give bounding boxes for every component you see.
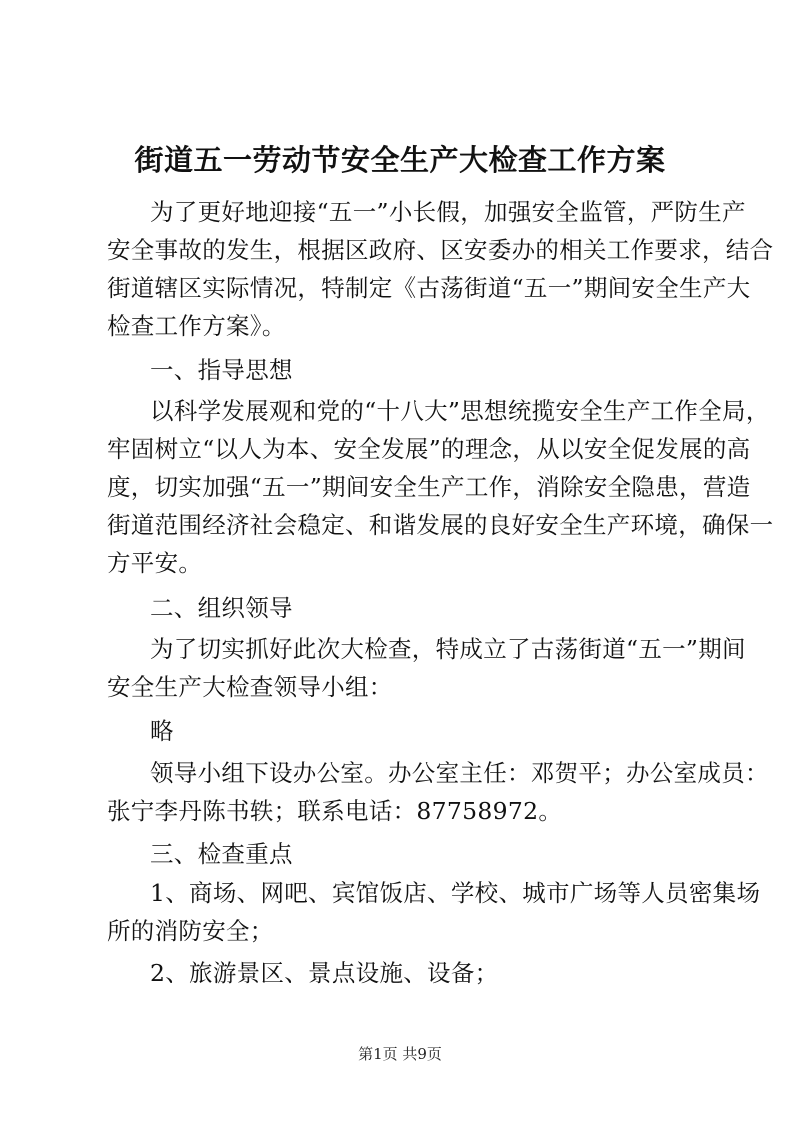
section-heading: 二、组织领导 [150,594,293,622]
paragraph-line: 略 [150,717,174,745]
paragraph-line: 以科学发展观和党的“十八大”思想统揽安全生产工作全局， [150,397,770,425]
paragraph-line: 为了更好地迎接“五一”小长假，加强安全监管，严防生产 [150,198,746,226]
paragraph-line: 张宁李丹陈书轶；联系电话：87758972。 [107,797,563,825]
section-heading: 一、指导思想 [150,356,293,384]
paragraph-line: 领导小组下设办公室。办公室主任：邓贺平；办公室成员： [150,759,769,787]
paragraph-line: 牢固树立“以人为本、安全发展”的理念，从以安全促发展的高 [107,435,751,463]
paragraph-line: 方平安。 [107,549,203,577]
page-footer: 第1页 共9页 [358,1045,442,1063]
paragraph-line: 街道辖区实际情况，特制定《古荡街道“五一”期间安全生产大 [107,274,751,302]
paragraph-line: 所的消防安全； [107,917,274,945]
paragraph-line: 街道范围经济社会稳定、和谐发展的良好安全生产环境，确保一 [107,511,774,539]
paragraph-line: 2、旅游景区、景点设施、设备； [150,959,499,987]
document-title: 街道五一劳动节安全生产大检查工作方案 [134,143,666,177]
paragraph-line: 检查工作方案》。 [107,312,286,340]
paragraph-line: 为了切实抓好此次大检查，特成立了古荡街道“五一”期间 [150,635,746,663]
paragraph-line: 1、商场、网吧、宾馆饭店、学校、城市广场等人员密集场 [150,879,761,907]
section-heading: 三、检查重点 [150,840,293,868]
paragraph-line: 安全事故的发生，根据区政府、区安委办的相关工作要求，结合 [107,236,774,264]
paragraph-line: 安全生产大检查领导小组： [107,673,393,701]
paragraph-line: 度，切实加强“五一”期间安全生产工作，消除安全隐患，营造 [107,473,751,501]
